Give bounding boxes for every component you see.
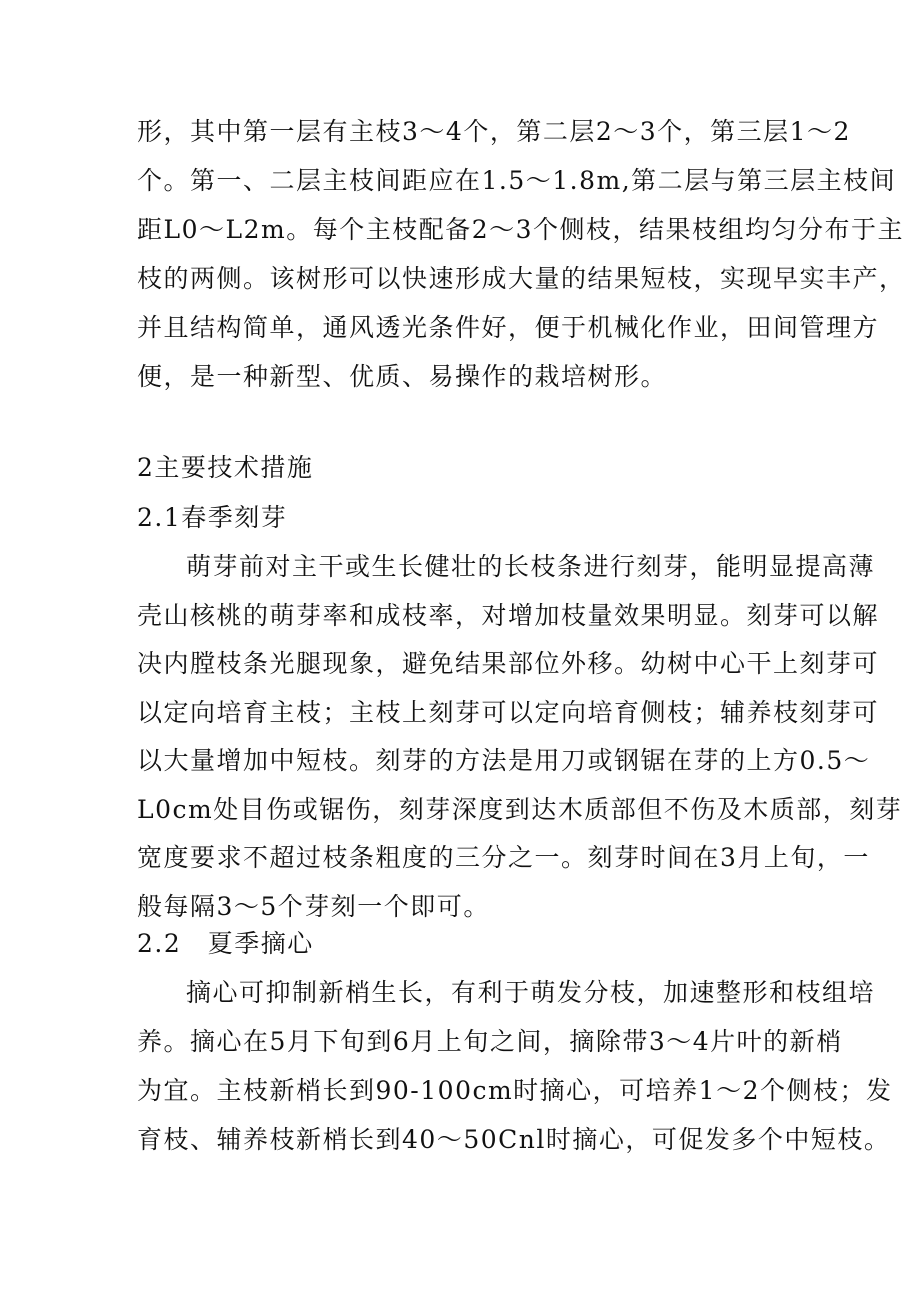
subsection-heading: 2.1春季刻芽 <box>137 503 288 532</box>
paragraph-line: 萌芽前对主干或生长健壮的长枝条进行刻芽，能明显提高薄 <box>186 552 876 581</box>
paragraph-line: 摘心可抑制新梢生长，有利于萌发分枝，加速整形和枝组培 <box>186 978 876 1007</box>
paragraph-line: 距L0～L2m。每个主枝配备2～3个侧枝，结果枝组均匀分布于主 <box>137 215 905 244</box>
paragraph-line: 宽度要求不超过枝条粗度的三分之一。刻芽时间在3月上旬，一 <box>137 843 870 872</box>
paragraph-line: 壳山核桃的萌芽率和成枝率，对增加枝量效果明显。刻芽可以解 <box>137 601 880 630</box>
paragraph-line: 以大量增加中短枝。刻芽的方法是用刀或钢锯在芽的上方0.5～ <box>137 746 871 775</box>
paragraph-line: L0cm处目伤或锯伤，刻芽深度到达木质部但不伤及木质部，刻芽 <box>137 795 903 824</box>
subsection-heading: 2.2 夏季摘心 <box>137 929 314 958</box>
paragraph-line: 为宜。主枝新梢长到90-100cm时摘心，可培养1～2个侧枝；发 <box>137 1076 893 1105</box>
paragraph-line: 以定向培育主枝；主枝上刻芽可以定向培育侧枝；辅养枝刻芽可 <box>137 698 880 727</box>
paragraph-line: 个。第一、二层主枝间距应在1.5～1.8m,第二层与第三层主枝间 <box>137 166 897 195</box>
paragraph-line: 养。摘心在5月下旬到6月上旬之间，摘除带3～4片叶的新梢 <box>137 1027 843 1056</box>
paragraph-line: 形，其中第一层有主枝3～4个，第二层2～3个，第三层1～2 <box>137 117 851 146</box>
paragraph-line: 枝的两侧。该树形可以快速形成大量的结果短枝，实现早实丰产， <box>137 264 906 293</box>
section-heading: 2主要技术措施 <box>137 453 314 482</box>
paragraph-line: 决内膛枝条光腿现象，避免结果部位外移。幼树中心干上刻芽可 <box>137 649 880 678</box>
paragraph-line: 育枝、辅养枝新梢长到40～50Cnl时摘心，可促发多个中短枝。 <box>137 1125 891 1154</box>
paragraph-line: 般每隔3～5个芽刻一个即可。 <box>137 892 490 921</box>
paragraph-line: 并且结构简单，通风透光条件好，便于机械化作业，田间管理方 <box>137 313 880 342</box>
paragraph-line: 便，是一种新型、优质、易操作的栽培树形。 <box>137 362 668 391</box>
